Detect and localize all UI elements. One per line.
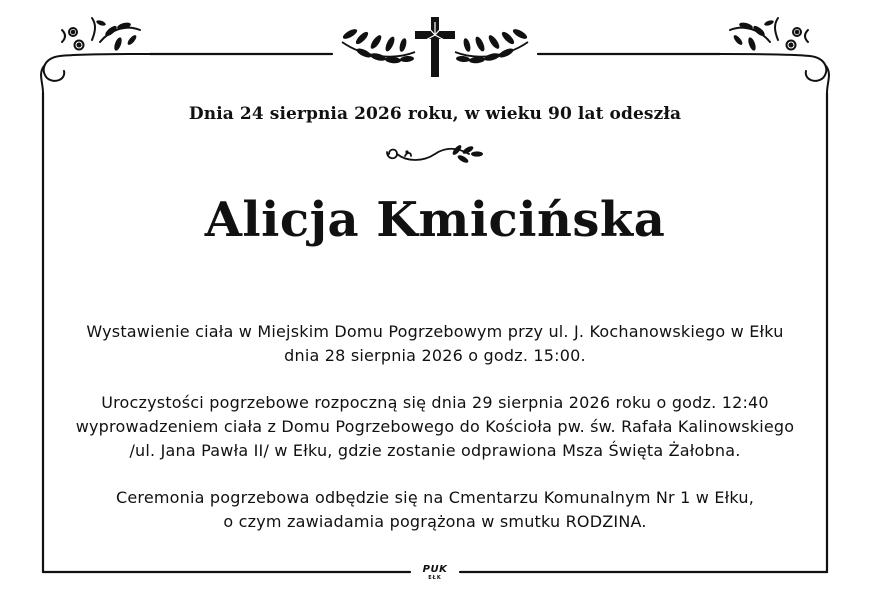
puk-logo [414,564,456,584]
text-line: wyprowadzeniem ciała z Domu Pogrzebowego do Kościoła pw. św. Rafała Kalinowskiego [75,417,795,436]
deceased-name: Alicja Kmicińska [204,192,666,248]
funeral-details [50,320,820,557]
text-line: dnia 28 sierpnia 2026 o godz. 15:00. [284,346,586,365]
left-corner-ornament-icon [41,18,150,93]
laurel-right-icon [455,27,529,64]
divider-flourish-icon [383,142,487,168]
text-line: Uroczystości pogrzebowe rozpoczną się dnia 29 sierpnia 2026 roku o godz. 12:40 [101,393,769,412]
text-line: Wystawienie ciała w Miejskim Domu Pogrzebowym przy ul. J. Kochanowskiego w Ełku [86,322,784,341]
cross-icon [415,17,455,77]
text-line: o czym zawiadamia pogrążona w smutku RODZINA. [223,512,647,531]
text-line: Ceremonia pogrzebowa odbędzie się na Cmentarzu Komunalnym Nr 1 w Ełku, [115,488,755,507]
laurel-left-icon [341,27,415,64]
death-date-headline: Dnia 24 sierpnia 2026 roku, w wieku 90 lat odeszła [188,104,682,124]
text-line: /ul. Jana Pawła II/ w Ełku, gdzie zostanie odprawiona Msza Święta Żałobna. [129,441,741,460]
burial-paragraph [50,486,820,534]
logo-subtext: EŁK [428,575,442,581]
ceremony-paragraph [50,391,820,463]
logo-text: PUK [422,564,448,575]
viewing-paragraph [50,320,820,368]
